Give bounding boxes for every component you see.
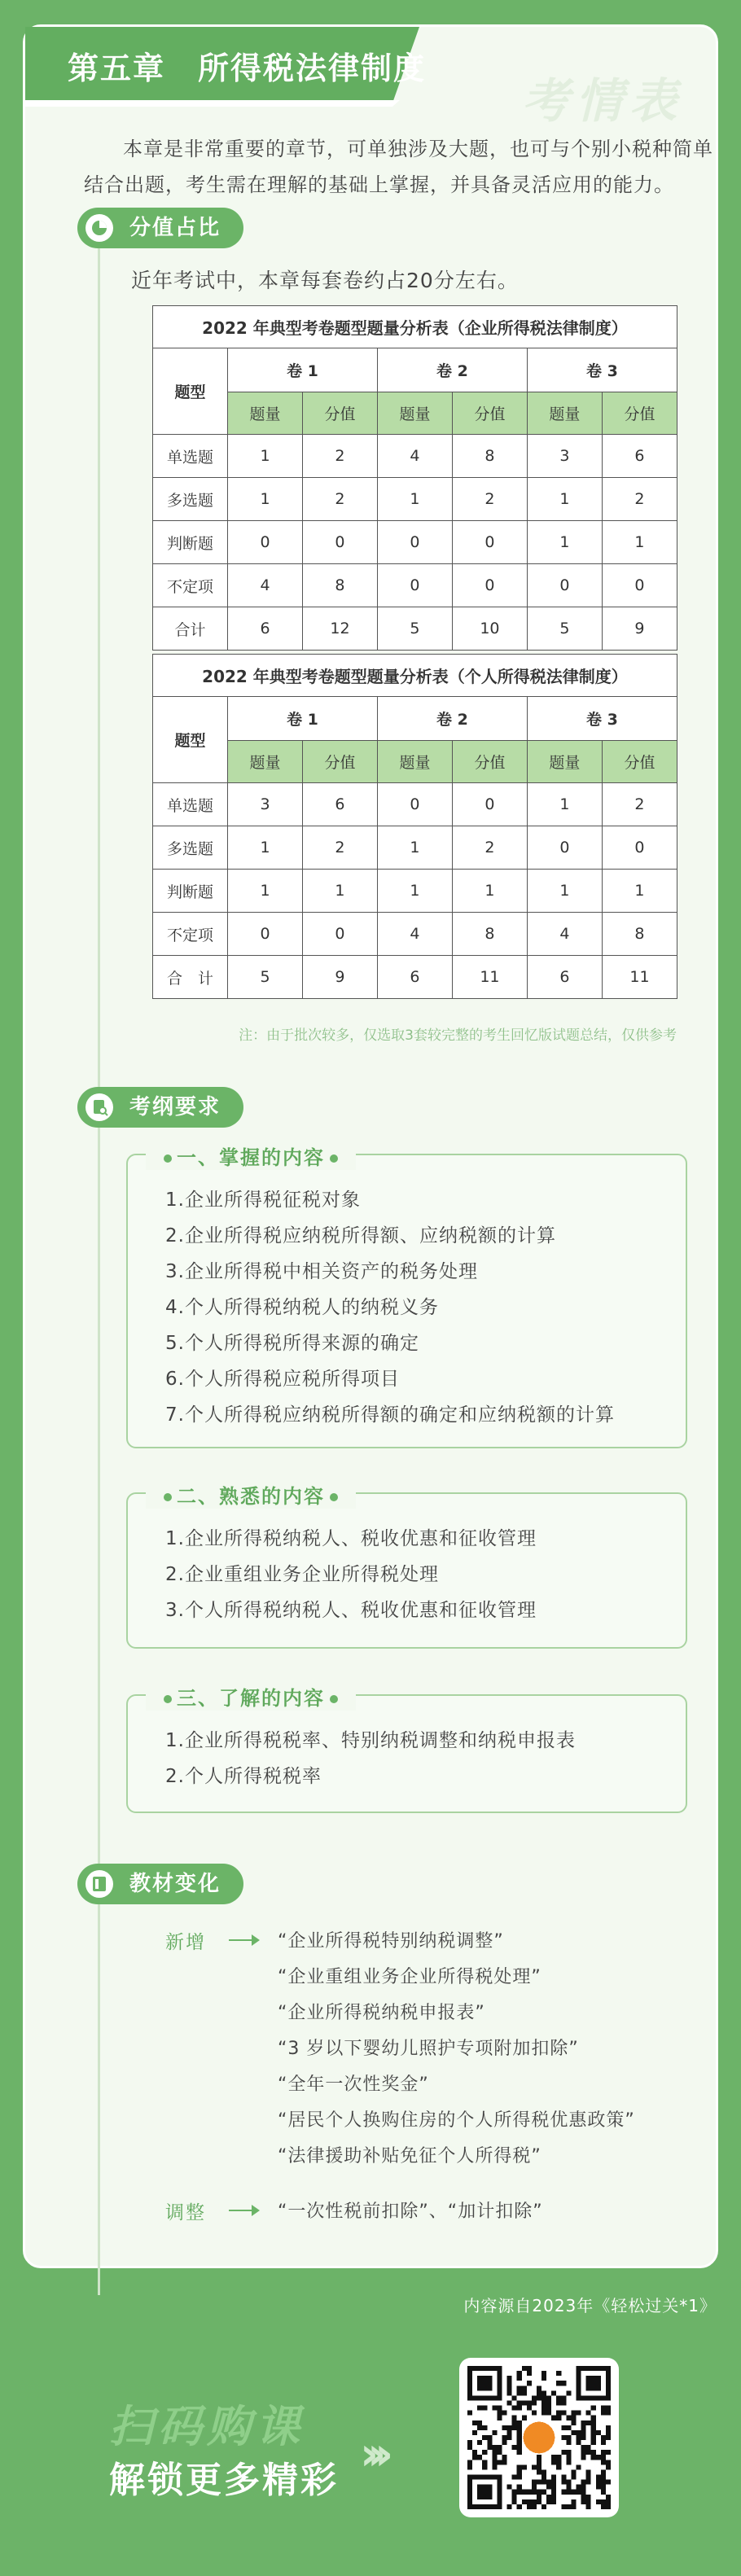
table-cell: 1 [377,870,452,913]
table-cell: 0 [602,564,677,607]
syllabus-item: 6.个人所得税应税所得项目 [165,1369,400,1390]
title-tab-edge [25,100,400,107]
table-cell: 5 [228,956,303,999]
change-adjusted-label: 调整 [165,2202,206,2223]
score-table-corporate [152,305,677,651]
content-card [23,24,718,2268]
table-cell: 6 [302,783,377,826]
table-row [153,783,677,826]
table-subheader: 题量 [228,392,303,435]
table-cell: 0 [452,521,527,564]
table-cell: 2 [452,826,527,870]
table-cell: 5 [527,607,602,651]
table-group-header: 卷 3 [527,348,677,392]
table-cell: 4 [527,913,602,956]
table-cell: 2 [602,783,677,826]
table-caption: 2022 年典型考卷题型题量分析表（企业所得税法律制度） [153,306,677,348]
table-subheader: 分值 [452,741,527,783]
table-cell: 2 [452,478,527,521]
book-icon [86,1870,113,1898]
table-caption: 2022 年典型考卷题型题量分析表（个人所得税法律制度） [153,655,677,697]
syllabus-item: 4.个人所得税纳税人的纳税义务 [165,1297,439,1318]
change-added-label: 新增 [165,1932,206,1953]
table-caption-row [153,655,677,697]
change-item: “企业所得税纳税申报表” [278,2003,485,2023]
table-subheader: 题量 [377,392,452,435]
timeline-line [98,235,100,2295]
table-row-label: 多选题 [153,478,228,521]
syllabus-group-familiar [126,1485,687,1649]
table-cell: 2 [302,826,377,870]
table-cell: 6 [527,956,602,999]
table-row [153,826,677,870]
table-subheader: 题量 [228,741,303,783]
table-cell: 2 [602,478,677,521]
table-cell: 8 [452,913,527,956]
table-cell: 8 [302,564,377,607]
syllabus-group-understand [126,1687,687,1813]
table-cell: 12 [302,607,377,651]
table-cell: 0 [302,913,377,956]
syllabus-group-title-text: 二、熟悉的内容 [177,1485,325,1508]
table-cell: 1 [602,870,677,913]
table-cell: 1 [228,435,303,478]
table-subheader: 分值 [302,392,377,435]
table-row [153,913,677,956]
syllabus-item: 2.企业所得税应纳税所得额、应纳税额的计算 [165,1225,556,1246]
syllabus-item: 5.个人所得税所得来源的确定 [165,1333,419,1354]
syllabus-item: 2.个人所得税税率 [165,1766,322,1787]
section-changes-title: 教材变化 [129,1872,221,1896]
syllabus-item: 1.企业所得税税率、特别纳税调整和纳税申报表 [165,1730,576,1751]
table-group-header: 卷 1 [228,697,378,741]
change-item: “企业所得税特别纳税调整” [278,1931,504,1952]
syllabus-group-master [126,1146,687,1448]
table-row-label: 不定项 [153,564,228,607]
syllabus-item: 1.企业所得税征税对象 [165,1189,361,1211]
watermark-text: 考情表 [522,73,684,129]
table-cell: 0 [452,564,527,607]
promo-unlock-text: 解锁更多精彩 [109,2460,339,2501]
table-row-label: 单选题 [153,435,228,478]
section-score-title: 分值占比 [129,216,221,240]
table-group-header: 卷 2 [377,348,527,392]
table-cell: 5 [377,607,452,651]
score-summary: 近年考试中，本章每套卷约占20分左右。 [131,269,519,292]
change-item: “居民个人换购住房的个人所得税优惠政策” [278,2110,635,2131]
arrow-right-icon [229,1939,258,1941]
syllabus-item: 3.个人所得税纳税人、税收优惠和征收管理 [165,1600,537,1621]
change-item: “一次性税前扣除”、“加计扣除” [278,2201,543,2222]
syllabus-group-title [146,1141,356,1170]
table-cell: 0 [452,783,527,826]
table-row-label: 不定项 [153,913,228,956]
table-cell: 1 [527,478,602,521]
table-cell: 0 [377,564,452,607]
table-cell: 0 [377,521,452,564]
table-cell: 6 [228,607,303,651]
source-note: 内容源自2023年《轻松过关*1》 [463,2296,717,2315]
table-cell: 1 [377,478,452,521]
table-cell: 2 [302,478,377,521]
intro-paragraph: 本章是非常重要的章节，可单独涉及大题，也可与个别小税种简单结合出题，考生需在理解的基础上掌握，并具备灵活应用的能力。 [84,138,713,196]
change-item: “全年一次性奖金” [278,2074,429,2095]
table-row [153,478,677,521]
table-row-label: 合计 [153,607,228,651]
pie-chart-icon [86,214,113,242]
syllabus-group-title [146,1480,356,1509]
qr-code-image[interactable] [467,2366,611,2509]
search-doc-icon [86,1093,113,1121]
table-row-label: 判断题 [153,870,228,913]
table-row [153,564,677,607]
table-cell: 1 [228,826,303,870]
table-row-label: 合 计 [153,956,228,999]
table-subheader: 题量 [527,741,602,783]
score-table-individual [152,654,677,999]
chevron-right-icon: ››› [360,2428,383,2481]
table-cell: 0 [302,521,377,564]
table-cell: 1 [527,870,602,913]
table-row-label: 判断题 [153,521,228,564]
table-subheader: 分值 [602,392,677,435]
table-group-header: 卷 1 [228,348,378,392]
syllabus-group-title [146,1682,356,1711]
table-group-header: 卷 2 [377,697,527,741]
section-score-header [77,208,243,248]
table-cell: 0 [602,826,677,870]
table-caption-row [153,306,677,348]
table-subheader: 题量 [527,392,602,435]
chapter-title: 第五章 所得税法律制度 [68,50,427,86]
table-type-header: 题型 [153,697,228,783]
table-cell: 8 [452,435,527,478]
table-cell: 0 [377,783,452,826]
table-cell: 6 [602,435,677,478]
table-cell: 11 [452,956,527,999]
table-subheader-row [153,741,677,783]
qr-code[interactable] [459,2358,619,2517]
syllabus-group-title-text: 一、掌握的内容 [177,1146,325,1169]
table-row-label: 多选题 [153,826,228,870]
change-item: “3 岁以下婴幼儿照护专项附加扣除” [278,2039,579,2059]
table-subheader: 分值 [452,392,527,435]
table-cell: 1 [228,870,303,913]
table-cell: 0 [228,521,303,564]
table-subheader: 分值 [302,741,377,783]
table-cell: 1 [228,478,303,521]
bullet-dot [330,1493,338,1501]
section-syllabus-header [77,1087,243,1128]
table-group-row [153,697,677,741]
arrow-right-icon [229,2210,258,2211]
table-cell: 9 [602,607,677,651]
syllabus-item: 7.个人所得税应纳税所得额的确定和应纳税额的计算 [165,1404,615,1426]
syllabus-item: 2.企业重组业务企业所得税处理 [165,1564,439,1585]
table-cell: 2 [302,435,377,478]
table-row-label: 单选题 [153,783,228,826]
table-cell: 6 [377,956,452,999]
table-cell: 3 [527,435,602,478]
table-cell: 3 [228,783,303,826]
bullet-dot [164,1493,172,1501]
syllabus-item: 1.企业所得税纳税人、税收优惠和征收管理 [165,1528,537,1549]
table-type-header: 题型 [153,348,228,435]
table-subheader-row [153,392,677,435]
bullet-dot [330,1695,338,1703]
table-cell: 0 [527,564,602,607]
section-changes-header [77,1864,243,1904]
table-cell: 4 [228,564,303,607]
table-subheader: 题量 [377,741,452,783]
table-group-header: 卷 3 [527,697,677,741]
table-cell: 0 [228,913,303,956]
table-row [153,870,677,913]
table-cell: 10 [452,607,527,651]
syllabus-item: 3.企业所得税中相关资产的税务处理 [165,1261,478,1282]
table-cell: 1 [527,783,602,826]
promo-scan-text: 扫码购课 [109,2401,305,2452]
syllabus-group-title-text: 三、了解的内容 [177,1687,325,1710]
table-cell: 0 [527,826,602,870]
table-row [153,521,677,564]
table-cell: 1 [302,870,377,913]
table-subheader: 分值 [602,741,677,783]
table-cell: 1 [527,521,602,564]
table-cell: 1 [602,521,677,564]
bullet-dot [330,1154,338,1163]
table-cell: 9 [302,956,377,999]
table-cell: 4 [377,435,452,478]
table-cell: 8 [602,913,677,956]
bullet-dot [164,1695,172,1703]
table-cell: 11 [602,956,677,999]
table-row [153,435,677,478]
table-cell: 4 [377,913,452,956]
table-cell: 1 [377,826,452,870]
change-item: “企业重组业务企业所得税处理” [278,1967,542,1987]
table-row [153,607,677,651]
section-syllabus-title: 考纲要求 [129,1095,221,1119]
table-row [153,956,677,999]
bullet-dot [164,1154,172,1163]
table-group-row [153,348,677,392]
table-cell: 1 [452,870,527,913]
score-note: 注：由于批次较多，仅选取3套较完整的考生回忆版试题总结，仅供参考 [239,1027,677,1044]
change-item: “法律援助补贴免征个人所得税” [278,2146,542,2166]
